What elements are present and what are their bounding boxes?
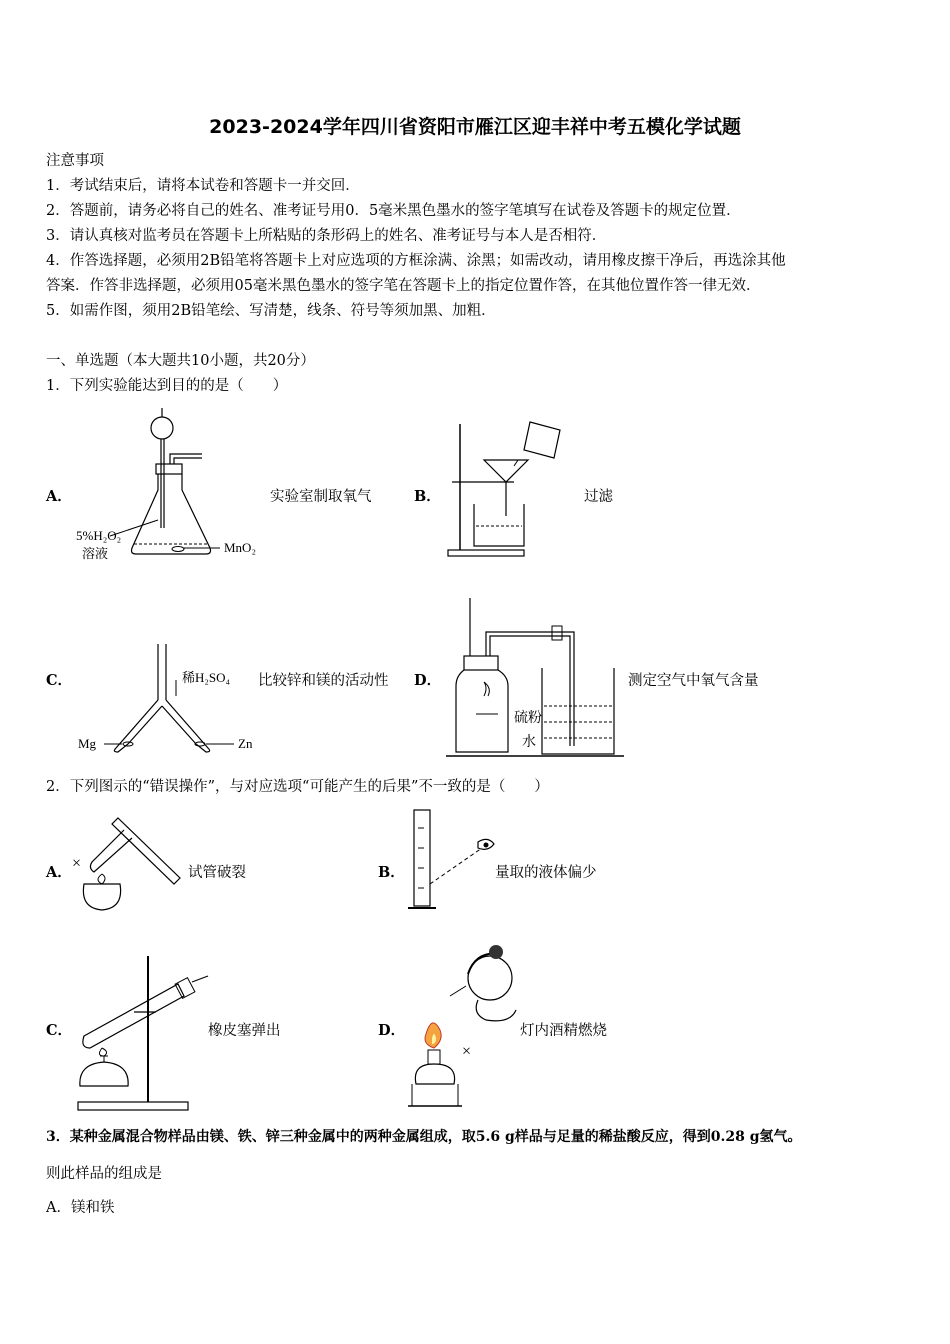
- q1-stem: 1．下列实验能达到目的的是（ ）: [46, 378, 288, 394]
- q2-stem: 2．下列图示的“错误操作”，与对应选项“可能产生的后果”不一致的是（ ）: [46, 779, 549, 795]
- q1-c-figure: [76, 640, 256, 760]
- notice-heading: 注意事项: [46, 153, 104, 169]
- q1-d-figure: [446, 596, 626, 760]
- notice-item-2: 2．答题前，请务必将自己的姓名、准考证号用0．5毫米黑色墨水的签字笔填写在试卷及答题卡的规定位置．: [46, 203, 741, 219]
- q2-b-figure: [406, 808, 498, 914]
- q2-option-a-text: 试管破裂: [188, 865, 246, 881]
- section-heading: 一、单选题（本大题共10小题，共20分）: [46, 353, 315, 369]
- q1-d-label-sulfur: 硫粉: [514, 711, 542, 726]
- q3-stem-line1: 3．某种金属混合物样品由镁、铁、锌三种金属中的两种金属组成，取5.6 g样品与足量的稀盐酸反应，得到0.28 g氢气。: [46, 1129, 802, 1145]
- q1-b-figure: [444, 420, 568, 560]
- q1-a-label-h2o2: 5%H₂O₂: [76, 528, 122, 543]
- q2-option-d-label: D．: [378, 1022, 406, 1039]
- q1-option-b-label: B．: [414, 488, 441, 505]
- q1-option-c-text: 比较锌和镁的活动性: [258, 673, 389, 689]
- q2-a-figure: [72, 812, 184, 916]
- q2-option-b-text: 量取的液体偏少: [495, 865, 597, 881]
- q2-c-figure: [74, 952, 214, 1112]
- q2-d-cross-mark: ×: [462, 1043, 472, 1060]
- notice-item-4-cont: 答案．作答非选择题，必须用05毫米黑色墨水的签字笔在答题卡上的指定位置作答，在其他位置作答一律无效．: [46, 278, 761, 294]
- q1-option-c-label: C．: [46, 672, 73, 689]
- notice-item-5: 5．如需作图，须用2B铅笔绘、写清楚，线条、符号等须加黑、加粗．: [46, 303, 496, 319]
- q2-option-d-text: 灯内酒精燃烧: [520, 1023, 607, 1039]
- q1-option-d-text: 测定空气中氧气含量: [628, 673, 759, 689]
- q3-option-a: A．镁和铁: [46, 1200, 115, 1216]
- q1-option-a-label: A．: [46, 488, 72, 505]
- q2-option-c-label: C．: [46, 1022, 73, 1039]
- q2-option-c-text: 橡皮塞弹出: [208, 1023, 281, 1039]
- page-title: 2023-2024学年四川省资阳市雁江区迎丰祥中考五模化学试题: [209, 116, 741, 138]
- q2-option-a-label: A．: [46, 864, 72, 881]
- q2-d-figure: [406, 944, 526, 1112]
- q1-option-a-text: 实验室制取氧气: [270, 489, 372, 505]
- q1-d-label-water: 水: [522, 735, 536, 750]
- q1-a-label-mno2: MnO₂: [224, 540, 256, 555]
- notice-item-3: 3．请认真核对监考员在答题卡上所粘贴的条形码上的姓名、准考证号与本人是否相符．: [46, 228, 607, 244]
- q1-option-d-label: D．: [414, 672, 442, 689]
- q1-c-label-mg: Mg: [78, 736, 97, 751]
- q1-c-label-h2so4: 稀H₂SO₄: [182, 670, 231, 685]
- q2-option-b-label: B．: [378, 864, 405, 881]
- q1-option-b-text: 过滤: [584, 489, 613, 505]
- notice-item-1: 1．考试结束后，请将本试卷和答题卡一并交回．: [46, 178, 360, 194]
- q1-a-figure: [70, 408, 280, 568]
- q3-stem-line2: 则此样品的组成是: [46, 1166, 162, 1182]
- notice-item-4: 4．作答选择题，必须用2B铅笔将答题卡上对应选项的方框涂满、涂黑；如需改动，请用橡皮擦干净后，再选涂其他: [46, 253, 786, 269]
- q2-a-cross-mark: ×: [72, 855, 82, 872]
- q1-a-label-solution: 溶液: [82, 546, 109, 561]
- q1-c-label-zn: Zn: [238, 736, 253, 751]
